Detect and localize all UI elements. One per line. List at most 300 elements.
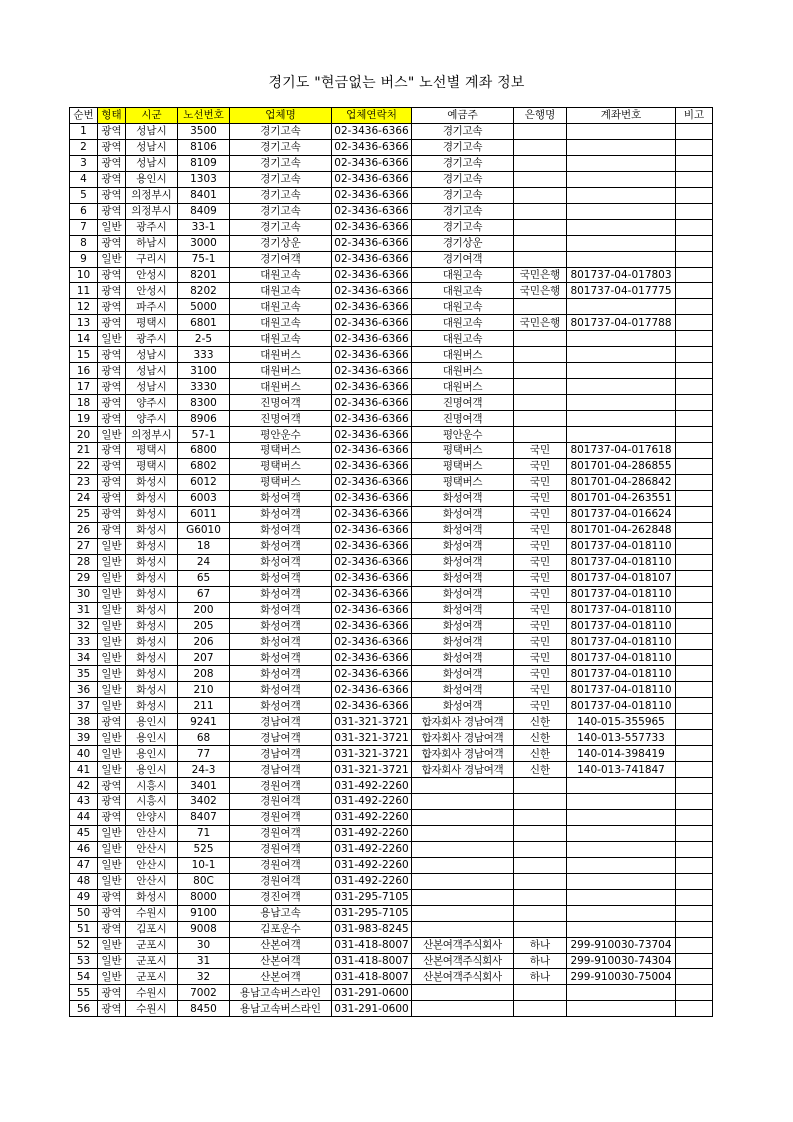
cell-account: 801737-04-016624 bbox=[567, 506, 676, 522]
table-row bbox=[70, 267, 713, 283]
cell-holder bbox=[412, 985, 514, 1001]
cell-type: 일반 bbox=[98, 219, 126, 235]
cell-account bbox=[567, 857, 676, 873]
cell-account bbox=[567, 905, 676, 921]
cell-route: 8000 bbox=[178, 889, 230, 905]
cell-type: 일반 bbox=[98, 873, 126, 889]
cell-type: 광역 bbox=[98, 363, 126, 379]
cell-company: 평택버스 bbox=[230, 474, 332, 490]
cell-note bbox=[676, 762, 713, 778]
cell-type: 광역 bbox=[98, 395, 126, 411]
cell-type: 일반 bbox=[98, 698, 126, 714]
cell-note bbox=[676, 985, 713, 1001]
cell-route: 8300 bbox=[178, 395, 230, 411]
cell-contact: 02-3436-6366 bbox=[332, 634, 412, 650]
cell-account: 801737-04-017618 bbox=[567, 443, 676, 459]
cell-route: 57-1 bbox=[178, 427, 230, 443]
cell-company: 화성여객 bbox=[230, 570, 332, 586]
cell-type: 일반 bbox=[98, 634, 126, 650]
cell-note bbox=[676, 857, 713, 873]
cell-bank bbox=[514, 123, 567, 139]
cell-route: 8450 bbox=[178, 1001, 230, 1017]
table-row bbox=[70, 490, 713, 506]
cell-type: 광역 bbox=[98, 267, 126, 283]
cell-seq: 54 bbox=[70, 969, 98, 985]
cell-contact: 02-3436-6366 bbox=[332, 554, 412, 570]
cell-city: 의정부시 bbox=[126, 427, 178, 443]
cell-holder bbox=[412, 1001, 514, 1017]
cell-company: 산본여객 bbox=[230, 953, 332, 969]
cell-note bbox=[676, 730, 713, 746]
table-row bbox=[70, 538, 713, 554]
cell-note bbox=[676, 554, 713, 570]
cell-city: 화성시 bbox=[126, 570, 178, 586]
cell-seq: 1 bbox=[70, 123, 98, 139]
cell-contact: 031-492-2260 bbox=[332, 778, 412, 794]
cell-company: 경기고속 bbox=[230, 219, 332, 235]
cell-contact: 02-3436-6366 bbox=[332, 666, 412, 682]
table-row bbox=[70, 363, 713, 379]
cell-bank: 국민 bbox=[514, 634, 567, 650]
cell-type: 광역 bbox=[98, 714, 126, 730]
cell-route: 77 bbox=[178, 746, 230, 762]
table-row bbox=[70, 586, 713, 602]
cell-city: 화성시 bbox=[126, 522, 178, 538]
cell-route: 8106 bbox=[178, 139, 230, 155]
cell-city: 성남시 bbox=[126, 363, 178, 379]
cell-note bbox=[676, 187, 713, 203]
cell-account: 140-013-557733 bbox=[567, 730, 676, 746]
table-row bbox=[70, 251, 713, 267]
cell-city: 화성시 bbox=[126, 650, 178, 666]
cell-company: 경남여객 bbox=[230, 762, 332, 778]
cell-note bbox=[676, 778, 713, 794]
cell-account bbox=[567, 363, 676, 379]
cell-contact: 02-3436-6366 bbox=[332, 395, 412, 411]
cell-type: 광역 bbox=[98, 443, 126, 459]
table-row bbox=[70, 219, 713, 235]
cell-contact: 02-3436-6366 bbox=[332, 123, 412, 139]
cell-holder bbox=[412, 778, 514, 794]
cell-company: 경남여객 bbox=[230, 746, 332, 762]
cell-bank bbox=[514, 905, 567, 921]
cell-holder bbox=[412, 905, 514, 921]
cell-holder: 화성여객 bbox=[412, 618, 514, 634]
cell-account bbox=[567, 395, 676, 411]
cell-note bbox=[676, 203, 713, 219]
table-row bbox=[70, 857, 713, 873]
cell-seq: 27 bbox=[70, 538, 98, 554]
cell-seq: 12 bbox=[70, 299, 98, 315]
cell-company: 화성여객 bbox=[230, 618, 332, 634]
cell-bank: 국민 bbox=[514, 698, 567, 714]
cell-holder: 진명여객 bbox=[412, 411, 514, 427]
cell-account bbox=[567, 825, 676, 841]
cell-account: 801737-04-018110 bbox=[567, 682, 676, 698]
cell-contact: 031-418-8007 bbox=[332, 953, 412, 969]
table-row bbox=[70, 554, 713, 570]
cell-company: 용남고속버스라인 bbox=[230, 985, 332, 1001]
col-header-city: 시군 bbox=[126, 108, 178, 124]
cell-city: 화성시 bbox=[126, 490, 178, 506]
cell-note bbox=[676, 171, 713, 187]
cell-note bbox=[676, 698, 713, 714]
cell-note bbox=[676, 538, 713, 554]
cell-holder: 대원고속 bbox=[412, 299, 514, 315]
cell-route: 3000 bbox=[178, 235, 230, 251]
cell-note bbox=[676, 618, 713, 634]
cell-type: 광역 bbox=[98, 1001, 126, 1017]
cell-account bbox=[567, 411, 676, 427]
cell-type: 일반 bbox=[98, 666, 126, 682]
cell-contact: 02-3436-6366 bbox=[332, 522, 412, 538]
cell-city: 화성시 bbox=[126, 666, 178, 682]
cell-holder: 대원고속 bbox=[412, 315, 514, 331]
cell-route: 1303 bbox=[178, 171, 230, 187]
cell-note bbox=[676, 315, 713, 331]
cell-contact: 02-3436-6366 bbox=[332, 458, 412, 474]
table-row bbox=[70, 825, 713, 841]
cell-route: 33-1 bbox=[178, 219, 230, 235]
col-header-bank: 은행명 bbox=[514, 108, 567, 124]
cell-type: 일반 bbox=[98, 538, 126, 554]
cell-type: 광역 bbox=[98, 203, 126, 219]
cell-account bbox=[567, 331, 676, 347]
cell-holder: 합자회사 경남여객 bbox=[412, 714, 514, 730]
cell-company: 경원여객 bbox=[230, 873, 332, 889]
cell-bank bbox=[514, 171, 567, 187]
cell-type: 광역 bbox=[98, 155, 126, 171]
table-body bbox=[70, 123, 713, 1016]
table-header-row bbox=[70, 108, 713, 124]
cell-contact: 031-418-8007 bbox=[332, 969, 412, 985]
cell-account bbox=[567, 251, 676, 267]
cell-note bbox=[676, 889, 713, 905]
cell-company: 경기고속 bbox=[230, 187, 332, 203]
cell-contact: 02-3436-6366 bbox=[332, 139, 412, 155]
cell-bank: 하나 bbox=[514, 969, 567, 985]
cell-holder: 진명여객 bbox=[412, 395, 514, 411]
cell-seq: 40 bbox=[70, 746, 98, 762]
cell-note bbox=[676, 155, 713, 171]
cell-contact: 031-321-3721 bbox=[332, 714, 412, 730]
cell-holder: 화성여객 bbox=[412, 554, 514, 570]
table-row bbox=[70, 714, 713, 730]
cell-contact: 031-321-3721 bbox=[332, 730, 412, 746]
cell-type: 광역 bbox=[98, 123, 126, 139]
cell-seq: 48 bbox=[70, 873, 98, 889]
cell-route: 200 bbox=[178, 602, 230, 618]
cell-account bbox=[567, 123, 676, 139]
cell-note bbox=[676, 570, 713, 586]
cell-company: 경기고속 bbox=[230, 155, 332, 171]
cell-account: 801737-04-017803 bbox=[567, 267, 676, 283]
cell-seq: 17 bbox=[70, 379, 98, 395]
cell-city: 의정부시 bbox=[126, 203, 178, 219]
cell-company: 진명여객 bbox=[230, 411, 332, 427]
cell-company: 산본여객 bbox=[230, 969, 332, 985]
cell-city: 구리시 bbox=[126, 251, 178, 267]
cell-contact: 031-492-2260 bbox=[332, 857, 412, 873]
cell-contact: 031-291-0600 bbox=[332, 1001, 412, 1017]
cell-city: 시흥시 bbox=[126, 778, 178, 794]
cell-contact: 02-3436-6366 bbox=[332, 379, 412, 395]
cell-note bbox=[676, 714, 713, 730]
cell-city: 화성시 bbox=[126, 634, 178, 650]
cell-route: 333 bbox=[178, 347, 230, 363]
cell-bank: 국민 bbox=[514, 570, 567, 586]
cell-account: 801737-04-017788 bbox=[567, 315, 676, 331]
col-header-contact: 업체연락처 bbox=[332, 108, 412, 124]
cell-company: 경남여객 bbox=[230, 714, 332, 730]
cell-contact: 02-3436-6366 bbox=[332, 187, 412, 203]
cell-type: 일반 bbox=[98, 570, 126, 586]
cell-seq: 4 bbox=[70, 171, 98, 187]
cell-company: 화성여객 bbox=[230, 506, 332, 522]
cell-city: 양주시 bbox=[126, 395, 178, 411]
cell-account: 801737-04-018110 bbox=[567, 634, 676, 650]
cell-bank: 국민은행 bbox=[514, 267, 567, 283]
cell-note bbox=[676, 123, 713, 139]
cell-route: 80C bbox=[178, 873, 230, 889]
table-row bbox=[70, 203, 713, 219]
cell-seq: 50 bbox=[70, 905, 98, 921]
cell-route: 3100 bbox=[178, 363, 230, 379]
cell-company: 화성여객 bbox=[230, 634, 332, 650]
cell-bank bbox=[514, 235, 567, 251]
cell-route: 6003 bbox=[178, 490, 230, 506]
table-row bbox=[70, 171, 713, 187]
cell-account: 140-013-741847 bbox=[567, 762, 676, 778]
cell-seq: 10 bbox=[70, 267, 98, 283]
cell-bank bbox=[514, 347, 567, 363]
cell-city: 성남시 bbox=[126, 379, 178, 395]
cell-seq: 30 bbox=[70, 586, 98, 602]
cell-bank: 신한 bbox=[514, 730, 567, 746]
cell-company: 화성여객 bbox=[230, 490, 332, 506]
cell-type: 일반 bbox=[98, 618, 126, 634]
cell-type: 광역 bbox=[98, 490, 126, 506]
cell-route: 75-1 bbox=[178, 251, 230, 267]
cell-type: 일반 bbox=[98, 857, 126, 873]
cell-contact: 02-3436-6366 bbox=[332, 618, 412, 634]
table-row bbox=[70, 155, 713, 171]
cell-city: 용인시 bbox=[126, 762, 178, 778]
table-row bbox=[70, 139, 713, 155]
table-row bbox=[70, 793, 713, 809]
cell-contact: 02-3436-6366 bbox=[332, 427, 412, 443]
cell-bank bbox=[514, 251, 567, 267]
cell-account bbox=[567, 139, 676, 155]
cell-account bbox=[567, 299, 676, 315]
cell-type: 광역 bbox=[98, 889, 126, 905]
cell-holder: 화성여객 bbox=[412, 666, 514, 682]
cell-city: 성남시 bbox=[126, 139, 178, 155]
cell-note bbox=[676, 251, 713, 267]
table-row bbox=[70, 474, 713, 490]
cell-bank bbox=[514, 889, 567, 905]
cell-company: 경남여객 bbox=[230, 730, 332, 746]
cell-bank: 국민 bbox=[514, 554, 567, 570]
cell-city: 안산시 bbox=[126, 841, 178, 857]
cell-bank bbox=[514, 299, 567, 315]
cell-type: 일반 bbox=[98, 953, 126, 969]
cell-city: 안성시 bbox=[126, 283, 178, 299]
cell-holder: 대원버스 bbox=[412, 379, 514, 395]
cell-seq: 38 bbox=[70, 714, 98, 730]
cell-route: 8109 bbox=[178, 155, 230, 171]
cell-bank: 국민 bbox=[514, 474, 567, 490]
cell-city: 군포시 bbox=[126, 969, 178, 985]
cell-note bbox=[676, 219, 713, 235]
cell-contact: 02-3436-6366 bbox=[332, 299, 412, 315]
cell-contact: 031-492-2260 bbox=[332, 841, 412, 857]
cell-holder: 대원고속 bbox=[412, 283, 514, 299]
cell-company: 경원여객 bbox=[230, 825, 332, 841]
cell-seq: 37 bbox=[70, 698, 98, 714]
cell-seq: 20 bbox=[70, 427, 98, 443]
cell-company: 경기고속 bbox=[230, 171, 332, 187]
cell-contact: 031-295-7105 bbox=[332, 889, 412, 905]
col-header-route: 노선번호 bbox=[178, 108, 230, 124]
cell-account: 801737-04-018110 bbox=[567, 554, 676, 570]
cell-holder: 화성여객 bbox=[412, 602, 514, 618]
table-row bbox=[70, 905, 713, 921]
cell-account bbox=[567, 235, 676, 251]
cell-seq: 46 bbox=[70, 841, 98, 857]
cell-bank: 국민은행 bbox=[514, 283, 567, 299]
cell-route: 65 bbox=[178, 570, 230, 586]
cell-holder bbox=[412, 873, 514, 889]
cell-type: 광역 bbox=[98, 315, 126, 331]
cell-note bbox=[676, 905, 713, 921]
cell-holder: 합자회사 경남여객 bbox=[412, 730, 514, 746]
cell-account: 801737-04-018110 bbox=[567, 538, 676, 554]
cell-seq: 14 bbox=[70, 331, 98, 347]
cell-company: 평택버스 bbox=[230, 458, 332, 474]
cell-city: 화성시 bbox=[126, 889, 178, 905]
cell-contact: 02-3436-6366 bbox=[332, 570, 412, 586]
table-row bbox=[70, 841, 713, 857]
cell-city: 시흥시 bbox=[126, 793, 178, 809]
cell-bank bbox=[514, 331, 567, 347]
cell-contact: 031-321-3721 bbox=[332, 762, 412, 778]
cell-account bbox=[567, 379, 676, 395]
cell-seq: 9 bbox=[70, 251, 98, 267]
cell-bank: 국민 bbox=[514, 458, 567, 474]
cell-note bbox=[676, 921, 713, 937]
cell-contact: 031-418-8007 bbox=[332, 937, 412, 953]
cell-note bbox=[676, 650, 713, 666]
cell-bank bbox=[514, 809, 567, 825]
cell-account bbox=[567, 427, 676, 443]
cell-bank bbox=[514, 139, 567, 155]
cell-bank: 국민 bbox=[514, 490, 567, 506]
cell-seq: 34 bbox=[70, 650, 98, 666]
cell-note bbox=[676, 474, 713, 490]
cell-city: 하남시 bbox=[126, 235, 178, 251]
cell-contact: 031-983-8245 bbox=[332, 921, 412, 937]
cell-city: 성남시 bbox=[126, 347, 178, 363]
cell-city: 용인시 bbox=[126, 746, 178, 762]
table-row bbox=[70, 187, 713, 203]
cell-contact: 031-492-2260 bbox=[332, 809, 412, 825]
cell-account: 801737-04-018110 bbox=[567, 618, 676, 634]
cell-holder: 경기고속 bbox=[412, 171, 514, 187]
cell-account bbox=[567, 778, 676, 794]
cell-company: 대원고속 bbox=[230, 267, 332, 283]
cell-account: 801737-04-018110 bbox=[567, 586, 676, 602]
cell-holder: 산본여객주식회사 bbox=[412, 937, 514, 953]
cell-city: 군포시 bbox=[126, 953, 178, 969]
cell-city: 군포시 bbox=[126, 937, 178, 953]
cell-route: G6010 bbox=[178, 522, 230, 538]
cell-seq: 45 bbox=[70, 825, 98, 841]
cell-holder: 경기고속 bbox=[412, 203, 514, 219]
cell-route: 24 bbox=[178, 554, 230, 570]
cell-note bbox=[676, 427, 713, 443]
cell-holder: 화성여객 bbox=[412, 650, 514, 666]
cell-route: 7002 bbox=[178, 985, 230, 1001]
cell-company: 화성여객 bbox=[230, 554, 332, 570]
cell-bank bbox=[514, 825, 567, 841]
cell-seq: 31 bbox=[70, 602, 98, 618]
cell-bank bbox=[514, 411, 567, 427]
cell-city: 성남시 bbox=[126, 155, 178, 171]
cell-city: 평택시 bbox=[126, 443, 178, 459]
table-row bbox=[70, 650, 713, 666]
cell-city: 안양시 bbox=[126, 809, 178, 825]
cell-company: 화성여객 bbox=[230, 682, 332, 698]
cell-contact: 02-3436-6366 bbox=[332, 155, 412, 171]
cell-route: 6802 bbox=[178, 458, 230, 474]
cell-holder: 화성여객 bbox=[412, 586, 514, 602]
cell-holder: 경기고속 bbox=[412, 187, 514, 203]
cell-route: 8401 bbox=[178, 187, 230, 203]
cell-seq: 55 bbox=[70, 985, 98, 1001]
cell-route: 208 bbox=[178, 666, 230, 682]
document-title: 경기도 "현금없는 버스" 노선별 계좌 정보 bbox=[268, 75, 525, 91]
cell-seq: 42 bbox=[70, 778, 98, 794]
table-row bbox=[70, 331, 713, 347]
cell-company: 대원고속 bbox=[230, 283, 332, 299]
cell-account bbox=[567, 889, 676, 905]
cell-bank: 국민 bbox=[514, 443, 567, 459]
cell-note bbox=[676, 937, 713, 953]
cell-route: 71 bbox=[178, 825, 230, 841]
cell-route: 8906 bbox=[178, 411, 230, 427]
table-row bbox=[70, 315, 713, 331]
cell-holder bbox=[412, 793, 514, 809]
cell-company: 화성여객 bbox=[230, 698, 332, 714]
cell-company: 대원고속 bbox=[230, 299, 332, 315]
cell-company: 화성여객 bbox=[230, 522, 332, 538]
cell-contact: 02-3436-6366 bbox=[332, 602, 412, 618]
cell-note bbox=[676, 666, 713, 682]
cell-contact: 02-3436-6366 bbox=[332, 443, 412, 459]
cell-bank: 신한 bbox=[514, 762, 567, 778]
cell-bank: 신한 bbox=[514, 746, 567, 762]
table-row bbox=[70, 953, 713, 969]
cell-holder: 경기고속 bbox=[412, 139, 514, 155]
cell-note bbox=[676, 490, 713, 506]
table-row bbox=[70, 427, 713, 443]
cell-note bbox=[676, 809, 713, 825]
cell-account: 801701-04-263551 bbox=[567, 490, 676, 506]
cell-route: 8201 bbox=[178, 267, 230, 283]
cell-city: 안산시 bbox=[126, 857, 178, 873]
cell-bank: 국민 bbox=[514, 522, 567, 538]
